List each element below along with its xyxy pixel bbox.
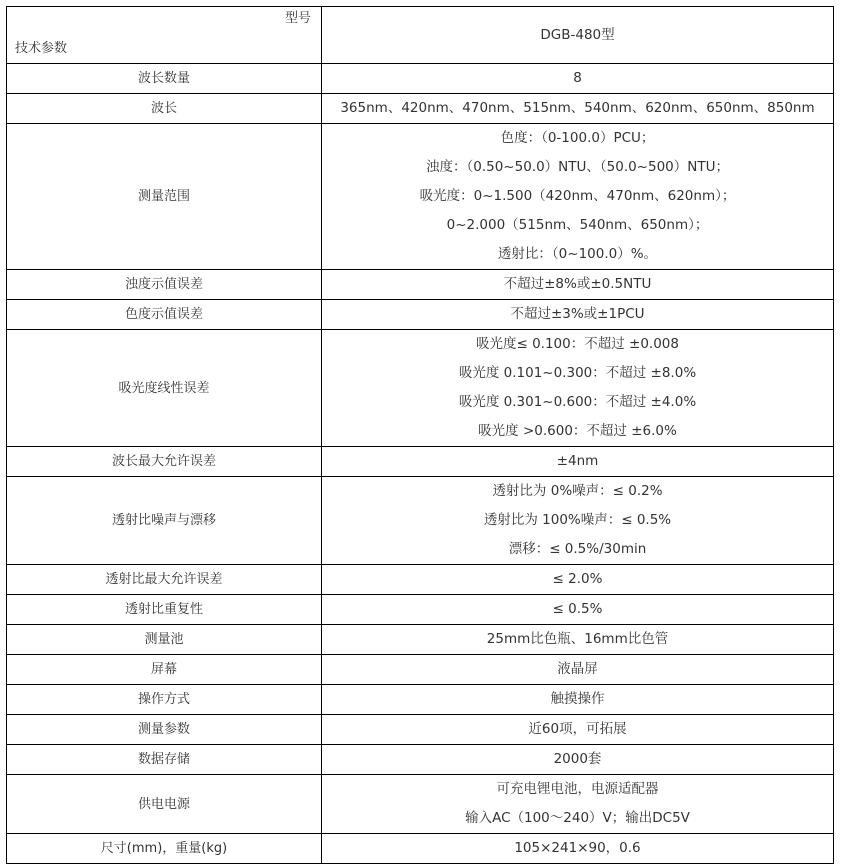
value-line: 0~2.000（515nm、540nm、650nm）；	[446, 217, 709, 233]
value-line: 输入AC（100～240）V；输出DC5V	[465, 810, 690, 826]
value-line: 触摸操作	[550, 691, 605, 707]
spec-table-body	[7, 7, 834, 864]
table-row	[7, 775, 834, 834]
param-name-cell: 测量池	[7, 625, 322, 655]
table-row	[7, 685, 834, 715]
corner-header-cell	[7, 7, 322, 64]
param-name-cell: 波长数量	[7, 64, 322, 94]
param-name-cell: 供电电源	[7, 775, 322, 834]
value-line: 吸光度 0.301~0.600：不超过 ±4.0%	[458, 394, 697, 410]
value-line: 浊度：（0.50~50.0）NTU、（50.0~500）NTU；	[425, 159, 730, 175]
param-name-cell: 透射比最大允许误差	[7, 565, 322, 595]
corner-param-label: 技术参数	[15, 41, 68, 56]
param-value-cell	[322, 834, 834, 864]
param-value-cell	[322, 270, 834, 300]
param-value-cell	[322, 64, 834, 94]
param-name-cell: 透射比重复性	[7, 595, 322, 625]
table-row	[7, 625, 834, 655]
value-line: ±4nm	[556, 453, 599, 469]
param-name-cell: 透射比噪声与漂移	[7, 477, 322, 565]
param-name-cell: 吸光度线性误差	[7, 330, 322, 447]
value-line: 2000套	[553, 751, 602, 767]
value-line: 可充电锂电池，电源适配器	[496, 781, 659, 797]
corner-model-label: 型号	[284, 11, 311, 26]
param-name-cell: 波长	[7, 94, 322, 124]
table-row	[7, 834, 834, 864]
table-row	[7, 745, 834, 775]
value-line: 365nm、420nm、470nm、515nm、540nm、620nm、650nm、850nm	[340, 100, 815, 116]
value-line: 漂移：≤ 0.5%/30min	[508, 541, 647, 557]
param-value-cell	[322, 330, 834, 447]
table-row	[7, 595, 834, 625]
param-value-cell	[322, 655, 834, 685]
value-line: 近60项，可拓展	[528, 721, 627, 737]
param-name-cell: 测量参数	[7, 715, 322, 745]
value-line: 透射比为 100%噪声：≤ 0.5%	[483, 512, 672, 528]
param-name-cell: 测量范围	[7, 124, 322, 270]
value-line: 不超过±3%或±1PCU	[510, 306, 645, 322]
header-row	[7, 7, 834, 64]
value-line: 吸光度≤ 0.100：不超过 ±0.008	[475, 336, 679, 352]
table-row	[7, 300, 834, 330]
value-line: 色度：（0-100.0）PCU；	[500, 130, 655, 146]
param-value-cell	[322, 685, 834, 715]
table-row	[7, 330, 834, 447]
value-line: 25mm比色瓶、16mm比色管	[486, 631, 669, 647]
param-value-cell	[322, 477, 834, 565]
value-line: ≤ 0.5%	[552, 601, 603, 617]
table-row	[7, 124, 834, 270]
param-value-cell	[322, 94, 834, 124]
value-line: 吸光度 0.101~0.300：不超过 ±8.0%	[458, 365, 697, 381]
param-name-cell: 浊度示值误差	[7, 270, 322, 300]
param-value-cell	[322, 565, 834, 595]
value-line: 吸光度 >0.600：不超过 ±6.0%	[478, 423, 677, 439]
param-value-cell	[322, 447, 834, 477]
value-line: ≤ 2.0%	[552, 571, 603, 587]
table-row	[7, 270, 834, 300]
param-value-cell	[322, 745, 834, 775]
table-row	[7, 64, 834, 94]
table-row	[7, 477, 834, 565]
table-row	[7, 447, 834, 477]
param-name-cell: 尺寸(mm)，重量(kg)	[7, 834, 322, 864]
param-name-cell: 屏幕	[7, 655, 322, 685]
table-row	[7, 94, 834, 124]
model-name-cell: DGB-480型	[322, 7, 834, 64]
value-line: 液晶屏	[557, 661, 598, 677]
spec-table	[6, 6, 834, 864]
table-row	[7, 565, 834, 595]
table-row	[7, 715, 834, 745]
value-line: 8	[573, 70, 582, 86]
param-value-cell	[322, 300, 834, 330]
param-name-cell: 操作方式	[7, 685, 322, 715]
param-value-cell	[322, 625, 834, 655]
param-name-cell: 数据存储	[7, 745, 322, 775]
value-line: 不超过±8%或±0.5NTU	[503, 276, 652, 292]
value-line: 透射比为 0%噪声：≤ 0.2%	[492, 483, 663, 499]
param-value-cell	[322, 595, 834, 625]
param-value-cell	[322, 775, 834, 834]
param-value-cell	[322, 715, 834, 745]
param-value-cell	[322, 124, 834, 270]
value-line: 105×241×90，0.6	[514, 840, 641, 856]
table-row	[7, 655, 834, 685]
param-name-cell: 色度示值误差	[7, 300, 322, 330]
param-name-cell: 波长最大允许误差	[7, 447, 322, 477]
value-line: 透射比：（0~100.0）%。	[497, 246, 658, 262]
value-line: 吸光度：0~1.500（420nm、470nm、620nm）；	[419, 188, 736, 204]
